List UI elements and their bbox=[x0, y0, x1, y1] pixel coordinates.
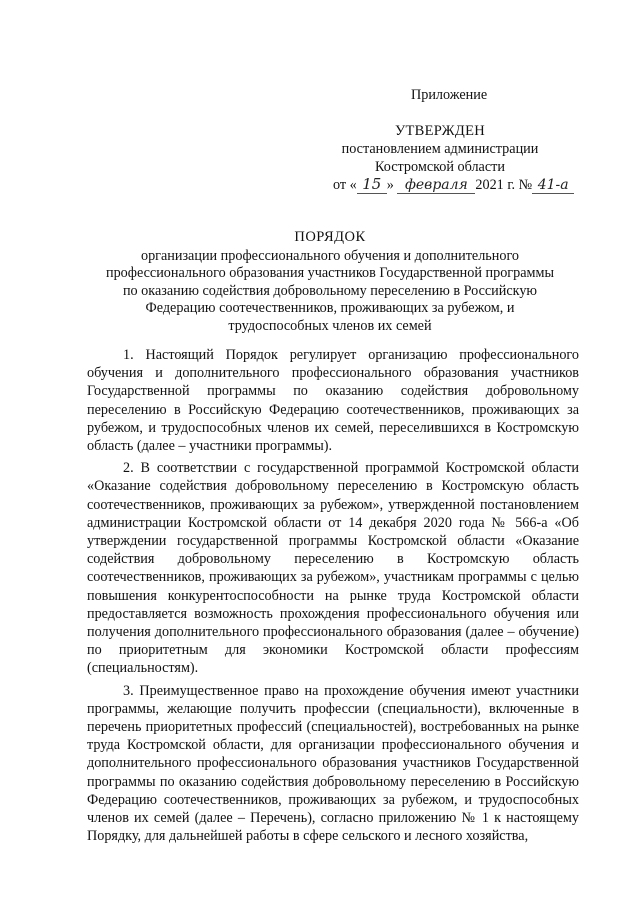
approved-title: УТВЕРЖДЕН bbox=[394, 123, 486, 139]
title-line-3: по оказанию содействия добровольному переселению в Российскую bbox=[122, 282, 538, 299]
date-prefix: от « bbox=[333, 177, 357, 193]
date-month-handwritten: февраля bbox=[397, 177, 475, 194]
approval-date-line bbox=[333, 175, 574, 194]
paragraph: 3. Преимущественное право на прохождение обучения имеют участники программы, желающие получить профессии (специальности), включенные в перечень приоритетных профессий (специальностей), востребованных на рынке труда Костромской области, для организации профессионального обучения и дополнительного профессионального образования участников Государственной программы по оказанию содействия добровольному переселению в Российскую Федерацию соотечественников, проживающих за рубежом, и трудоспособных членов их семей (далее – Перечень), согласно приложению № 1 к настоящему Порядку, для дальнейшей работы в сфере сельского и лесного хозяйства, bbox=[87, 682, 579, 845]
title-line-5: трудоспособных членов их семей bbox=[228, 317, 432, 334]
document-body bbox=[87, 346, 579, 849]
approved-by-line1: постановлением администрации bbox=[341, 141, 539, 157]
paragraph: 1. Настоящий Порядок регулирует организацию профессионального обучения и дополнительного профессионального образования участников Государственной программы по оказанию содействия добровольному переселению в Российскую Федерацию соотечественников, проживающих за рубежом, и трудоспособных членов их семей, переселившихся в Костромскую область (далее – участники программы). bbox=[87, 347, 579, 455]
title-line-4: Федерацию соотечественников, проживающих за рубежом, и bbox=[145, 300, 515, 316]
title-line-2: профессионального образования участников Государственной программы bbox=[106, 265, 554, 281]
attachment-label: Приложение bbox=[411, 87, 488, 103]
document-title: ПОРЯДОК bbox=[294, 229, 366, 245]
approved-by-line2: Костромской области bbox=[375, 159, 505, 175]
date-quote-close: » bbox=[386, 177, 394, 193]
paragraph: 2. В соответствии с государственной программой Костромской области «Оказание содействия добровольному переселению в Костромскую область соотечественников, проживающих за рубежом», утвержденной постановлением администрации Костромской области от 14 декабря 2020 года № 566-а «Об утверждении государственной программы Костромской области «Оказание содействия добровольному переселению в Костромскую область соотечественников, проживающих за рубежом», участникам программы с целью повышения конкурентоспособности на рынке труда Костромской области предоставляется возможность прохождения профессионального обучения или получения дополнительного профессионального образования (далее – обучение) по приоритетным для экономики Костромской области профессиям (специальностям). bbox=[87, 460, 579, 677]
approval-block bbox=[300, 122, 580, 176]
date-day-handwritten: 15 bbox=[357, 175, 387, 194]
title-line-1: организации профессионального обучения и дополнительного bbox=[140, 247, 520, 264]
date-year: 2021 г. № bbox=[475, 177, 533, 193]
doc-number-handwritten: 41-а bbox=[532, 177, 574, 194]
document-heading bbox=[70, 229, 590, 335]
